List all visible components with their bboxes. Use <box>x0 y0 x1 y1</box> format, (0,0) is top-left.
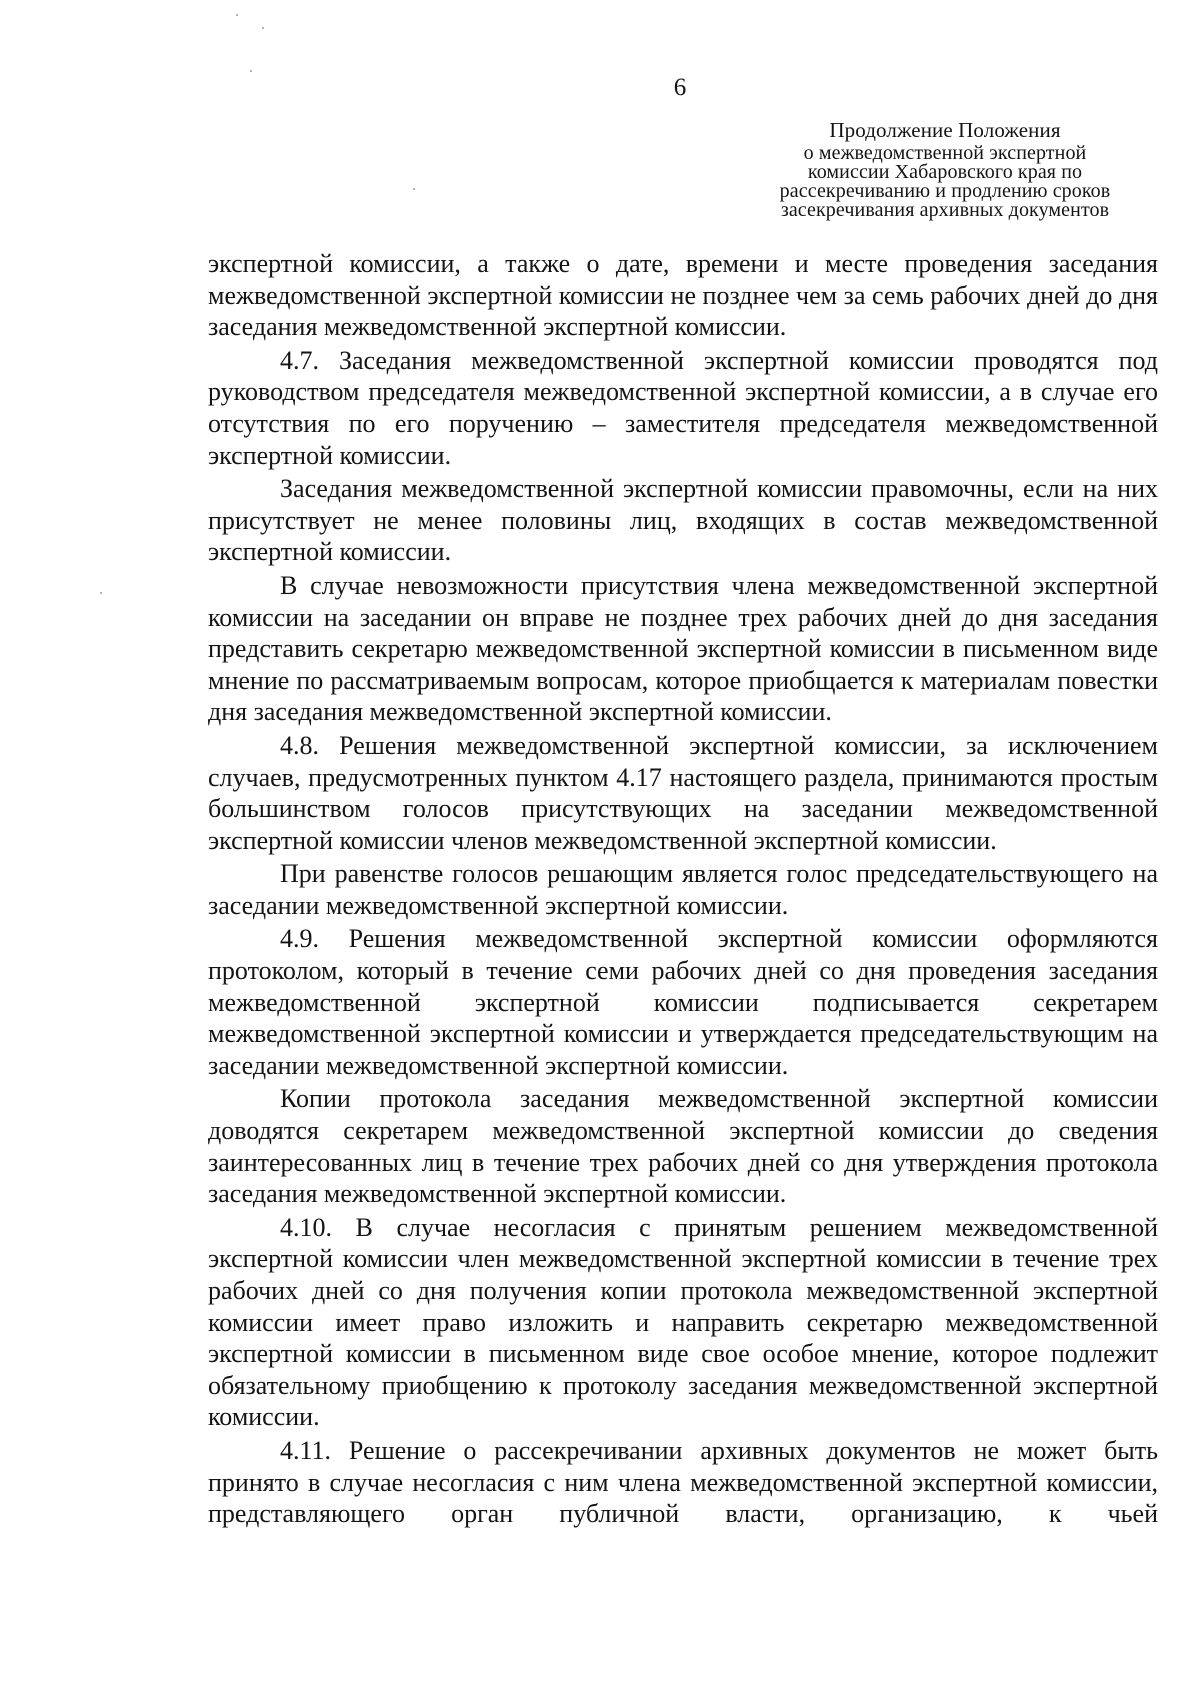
scan-speck <box>250 70 252 72</box>
document-body <box>208 248 1158 1530</box>
header-line: засекречивания архивных документов <box>780 199 1110 221</box>
document-header <box>735 118 1155 220</box>
scan-speck <box>236 14 238 16</box>
header-title: Продолжение Положения <box>829 118 1061 142</box>
paragraph: Заседания межведомственной экспертной комиссии правомочны, если на них присутствует не менее половины лиц, входящих в состав межведомственной экспертной комиссии. <box>208 474 1158 567</box>
paragraph: 4.10. В случае несогласия с принятым решением межведомственной экспертной комиссии член межведомственной экспертной комиссии в течение трех рабочих дней со дня получения копии протокола межведомственной экспертной комиссии имеет право изложить и направить секретарю межведомственной экспертной комиссии в письменном виде свое особое мнение, которое подлежит обязательному приобщению к протоколу заседания межведомственной экспертной комиссии. <box>208 1212 1158 1432</box>
paragraph: В случае невозможности присутствия члена межведомственной экспертной комиссии на заседании он вправе не позднее трех рабочих дней до дня заседания представить секретарю межведомственной экспертной комиссии в письменном виде мнение по рассматриваемым вопросам, которое приобщается к материалам повестки дня заседания межведомственной экспертной комиссии. <box>208 570 1158 727</box>
scan-speck <box>100 592 102 594</box>
scan-speck <box>413 188 415 190</box>
paragraph: 4.7. Заседания межведомственной экспертной комиссии проводятся под руководством председателя межведомственной экспертной комиссии, а в случае его отсутствия по его поручению – заместителя председателя межведомственной экспертной комиссии. <box>208 345 1158 470</box>
paragraph: 4.9. Решения межведомственной экспертной комиссии оформляются протоколом, который в течение семи рабочих дней со дня проведения заседания межведомственной экспертной комиссии подписывается секретарем межведомственной экспертной комиссии и утверждается председательствующим на заседании межведомственной экспертной комиссии. <box>208 924 1158 1080</box>
paragraph: 4.8. Решения межведомственной экспертной комиссии, за исключением случаев, предусмотренных пунктом 4.17 настоящего раздела, принимаются простым большинством голосов присутствующих на заседании межведомственной экспертной комиссии членов межведомственной экспертной комиссии. <box>208 730 1158 855</box>
scan-speck <box>262 27 264 29</box>
header-line: о межведомственной экспертной <box>803 142 1087 164</box>
page-number: 6 <box>673 74 687 101</box>
header-line: рассекречиванию и продлению сроков <box>779 180 1111 202</box>
paragraph: 4.11. Решение о рассекречивании архивных документов не может быть принято в случае несогласия с ним члена межведомственной экспертной комиссии, представляющего орган публичной власти, организацию, к чьей <box>208 1435 1158 1529</box>
paragraph: Копии протокола заседания межведомственной экспертной комиссии доводятся секретарем межведомственной экспертной комиссии до сведения заинтересованных лиц в течение трех рабочих дней со дня утверждения протокола заседания межведомственной экспертной комиссии. <box>208 1084 1158 1209</box>
paragraph: При равенстве голосов решающим является голос председательствующего на заседании межведомственной экспертной комиссии. <box>208 859 1158 920</box>
paragraph: экспертной комиссии, а также о дате, времени и месте проведения заседания межведомственной экспертной комиссии не позднее чем за семь рабочих дней до дня заседания межведомственной экспертной комиссии. <box>208 249 1158 342</box>
header-line: комиссии Хабаровского края по <box>807 161 1083 183</box>
